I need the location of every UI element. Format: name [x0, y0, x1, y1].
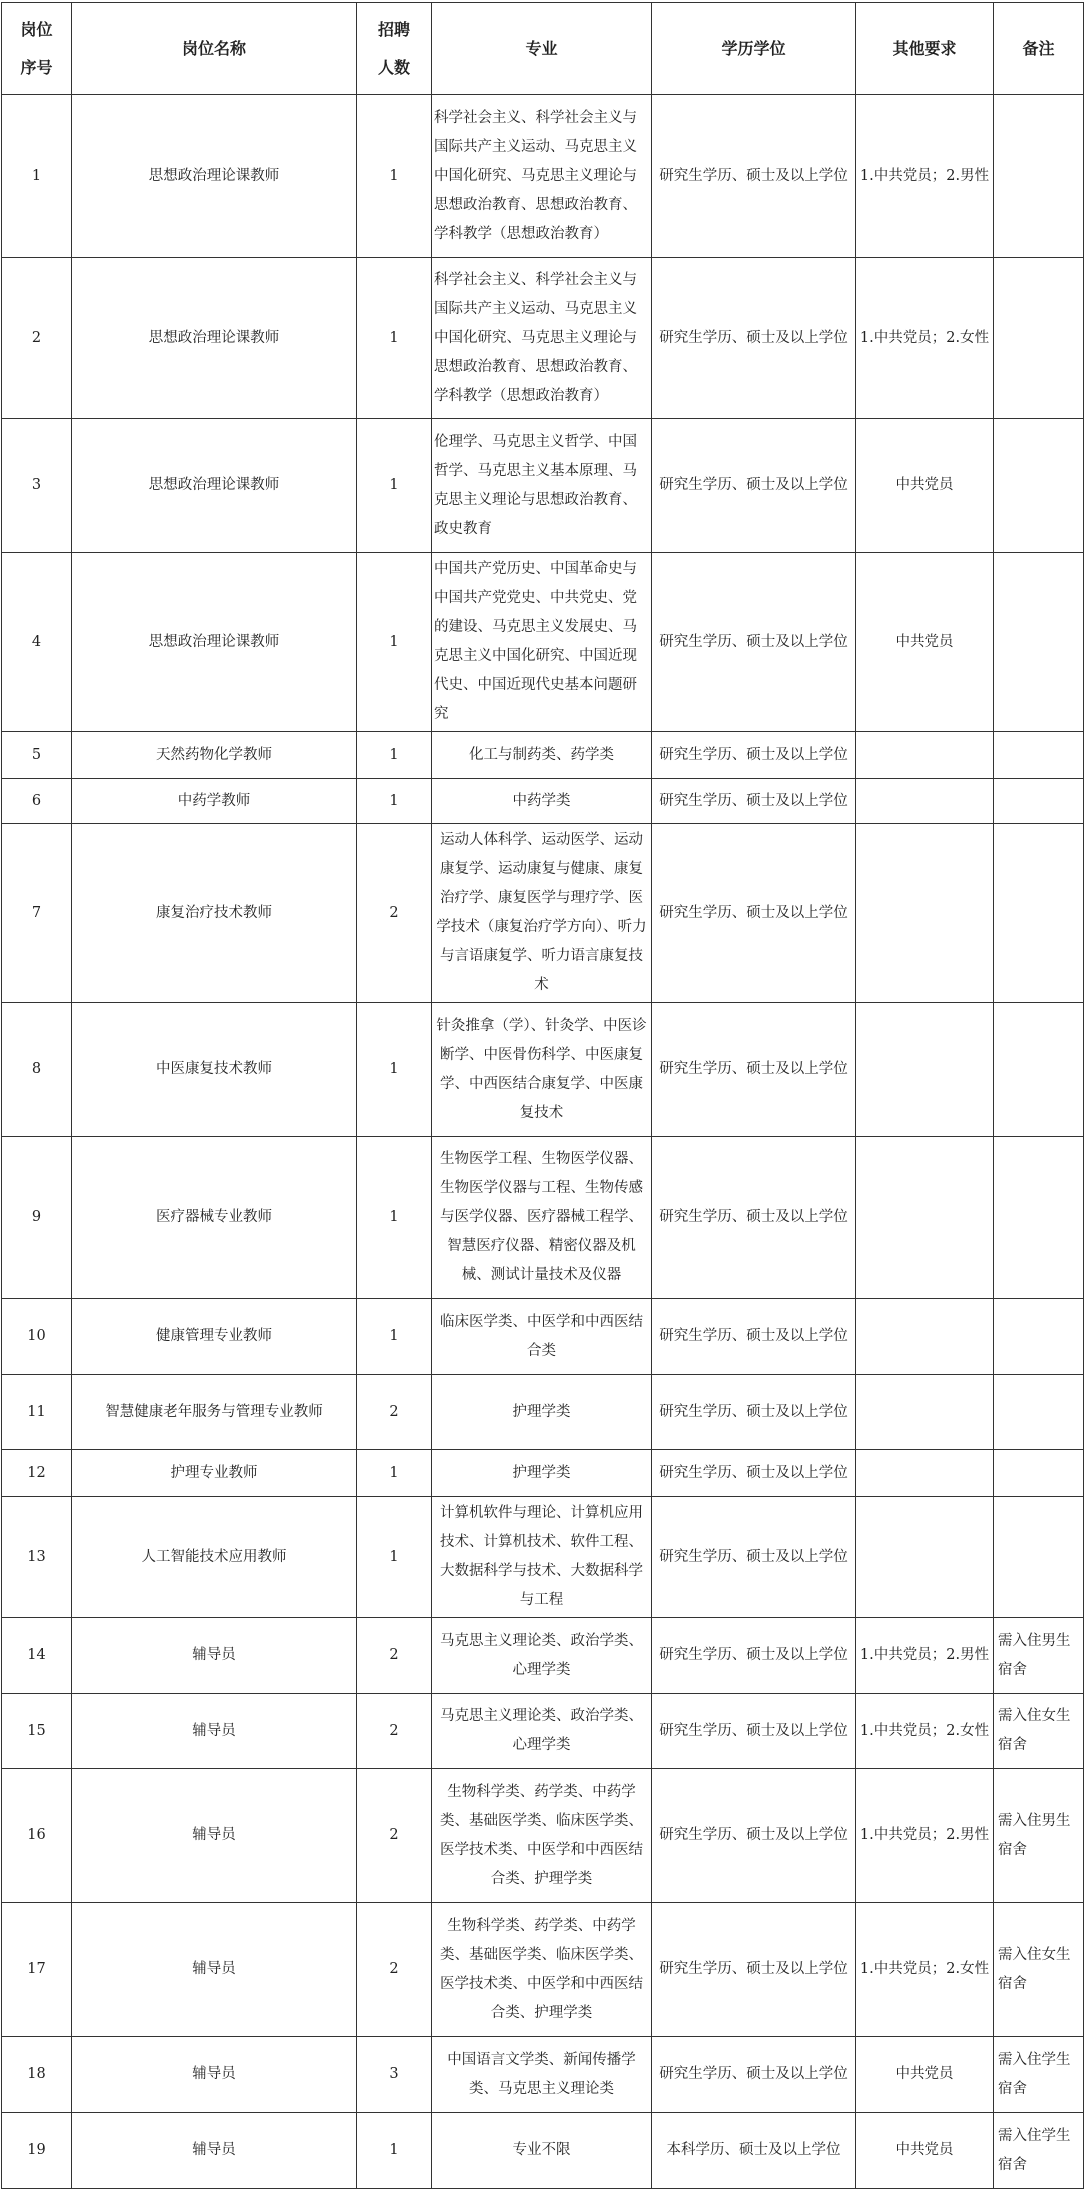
- cell-major: 科学社会主义、科学社会主义与国际共产主义运动、马克思主义中国化研究、马克思主义理论与思想政治教育、思想政治教育、学科教学（思想政治教育）: [432, 95, 652, 258]
- cell-degree: 研究生学历、硕士及以上学位: [652, 419, 856, 553]
- table-row: [2, 258, 1084, 419]
- cell-seq: 11: [2, 1375, 72, 1450]
- cell-seq: 10: [2, 1299, 72, 1375]
- cell-name: 辅导员: [72, 2037, 357, 2113]
- cell-count: 1: [357, 258, 432, 419]
- header-degree: 学历学位: [652, 3, 856, 95]
- cell-name: 思想政治理论课教师: [72, 553, 357, 732]
- cell-degree: 本科学历、硕士及以上学位: [652, 2113, 856, 2189]
- cell-other: 1.中共党员；2.女性: [856, 1903, 994, 2037]
- cell-seq: 12: [2, 1450, 72, 1497]
- cell-major: 计算机软件与理论、计算机应用技术、计算机技术、软件工程、大数据科学与技术、大数据科学与工程: [432, 1497, 652, 1618]
- cell-note: 需入住女生宿舍: [994, 1903, 1084, 2037]
- cell-name: 人工智能技术应用教师: [72, 1497, 357, 1618]
- cell-note: [994, 824, 1084, 1003]
- cell-degree: 研究生学历、硕士及以上学位: [652, 1137, 856, 1299]
- cell-other: [856, 824, 994, 1003]
- cell-note: 需入住学生宿舍: [994, 2037, 1084, 2113]
- cell-other: 中共党员: [856, 2113, 994, 2189]
- cell-name: 辅导员: [72, 1903, 357, 2037]
- cell-seq: 17: [2, 1903, 72, 2037]
- cell-major: 护理学类: [432, 1450, 652, 1497]
- header-name: 岗位名称: [72, 3, 357, 95]
- cell-seq: 9: [2, 1137, 72, 1299]
- cell-other: [856, 1450, 994, 1497]
- cell-degree: 研究生学历、硕士及以上学位: [652, 1618, 856, 1694]
- cell-note: 需入住学生宿舍: [994, 2113, 1084, 2189]
- table-row: [2, 1375, 1084, 1450]
- cell-other: [856, 732, 994, 779]
- cell-seq: 2: [2, 258, 72, 419]
- cell-seq: 1: [2, 95, 72, 258]
- table-row: [2, 1694, 1084, 1769]
- table-row: [2, 1450, 1084, 1497]
- cell-count: 2: [357, 1375, 432, 1450]
- cell-degree: 研究生学历、硕士及以上学位: [652, 1903, 856, 2037]
- cell-seq: 19: [2, 2113, 72, 2189]
- cell-degree: 研究生学历、硕士及以上学位: [652, 2037, 856, 2113]
- cell-major: 马克思主义理论类、政治学类、心理学类: [432, 1694, 652, 1769]
- cell-seq: 4: [2, 553, 72, 732]
- cell-note: [994, 1375, 1084, 1450]
- cell-seq: 6: [2, 779, 72, 824]
- table-body: [2, 95, 1084, 2189]
- cell-note: [994, 779, 1084, 824]
- cell-name: 中药学教师: [72, 779, 357, 824]
- cell-note: [994, 732, 1084, 779]
- cell-major: 专业不限: [432, 2113, 652, 2189]
- cell-degree: 研究生学历、硕士及以上学位: [652, 1497, 856, 1618]
- cell-major: 中国共产党历史、中国革命史与中国共产党党史、中共党史、党的建设、马克思主义发展史、马 克思主义中国化研究、中国近现代史、中国近现代史基本问题研究: [432, 553, 652, 732]
- cell-count: 1: [357, 779, 432, 824]
- cell-note: [994, 1450, 1084, 1497]
- table-row: [2, 2113, 1084, 2189]
- cell-degree: 研究生学历、硕士及以上学位: [652, 732, 856, 779]
- cell-name: 辅导员: [72, 1694, 357, 1769]
- cell-seq: 7: [2, 824, 72, 1003]
- cell-name: 健康管理专业教师: [72, 1299, 357, 1375]
- cell-name: 康复治疗技术教师: [72, 824, 357, 1003]
- cell-major: 科学社会主义、科学社会主义与国际共产主义运动、马克思主义中国化研究、马克思主义理论与思想政治教育、思想政治教育、学科教学（思想政治教育）: [432, 258, 652, 419]
- cell-major: 生物医学工程、生物医学仪器、生物医学仪器与工程、生物传感与医学仪器、医疗器械工程学、智慧医疗仪器、精密仪器及机械、测试计量技术及仪器: [432, 1137, 652, 1299]
- cell-count: 1: [357, 419, 432, 553]
- cell-note: [994, 1299, 1084, 1375]
- cell-count: 1: [357, 1450, 432, 1497]
- cell-other: 1.中共党员；2.女性: [856, 258, 994, 419]
- cell-note: [994, 1497, 1084, 1618]
- cell-major: 生物科学类、药学类、中药学类、基础医学类、临床医学类、医学技术类、中医学和中西医结合类、护理学类: [432, 1903, 652, 2037]
- table-row: [2, 1618, 1084, 1694]
- cell-seq: 15: [2, 1694, 72, 1769]
- cell-note: [994, 258, 1084, 419]
- header-major: 专业: [432, 3, 652, 95]
- table-header: [2, 3, 1084, 95]
- cell-other: [856, 1497, 994, 1618]
- cell-name: 思想政治理论课教师: [72, 95, 357, 258]
- cell-degree: 研究生学历、硕士及以上学位: [652, 95, 856, 258]
- cell-count: 1: [357, 1137, 432, 1299]
- cell-count: 1: [357, 553, 432, 732]
- cell-major: 临床医学类、中医学和中西医结合类: [432, 1299, 652, 1375]
- table-row: [2, 1299, 1084, 1375]
- cell-name: 思想政治理论课教师: [72, 419, 357, 553]
- cell-seq: 16: [2, 1769, 72, 1903]
- cell-other: 中共党员: [856, 2037, 994, 2113]
- cell-major: 生物科学类、药学类、中药学类、基础医学类、临床医学类、医学技术类、中医学和中西医结合类、护理学类: [432, 1769, 652, 1903]
- cell-other: [856, 1137, 994, 1299]
- cell-count: 1: [357, 95, 432, 258]
- cell-name: 天然药物化学教师: [72, 732, 357, 779]
- cell-other: [856, 779, 994, 824]
- cell-note: [994, 95, 1084, 258]
- cell-major: 护理学类: [432, 1375, 652, 1450]
- cell-degree: 研究生学历、硕士及以上学位: [652, 1003, 856, 1137]
- cell-seq: 18: [2, 2037, 72, 2113]
- cell-note: 需入住男生宿舍: [994, 1618, 1084, 1694]
- cell-degree: 研究生学历、硕士及以上学位: [652, 779, 856, 824]
- cell-other: [856, 1003, 994, 1137]
- cell-name: 医疗器械专业教师: [72, 1137, 357, 1299]
- cell-name: 辅导员: [72, 1618, 357, 1694]
- cell-other: 1.中共党员；2.女性: [856, 1694, 994, 1769]
- cell-name: 辅导员: [72, 1769, 357, 1903]
- cell-other: 1.中共党员；2.男性: [856, 1769, 994, 1903]
- header-note: 备注: [994, 3, 1084, 95]
- cell-note: [994, 1137, 1084, 1299]
- header-other: 其他要求: [856, 3, 994, 95]
- cell-seq: 8: [2, 1003, 72, 1137]
- table-row: [2, 553, 1084, 732]
- table-row: [2, 1003, 1084, 1137]
- cell-seq: 5: [2, 732, 72, 779]
- table-row: [2, 1497, 1084, 1618]
- cell-major: 化工与制药类、药学类: [432, 732, 652, 779]
- table-row: [2, 824, 1084, 1003]
- cell-name: 智慧健康老年服务与管理专业教师: [72, 1375, 357, 1450]
- table-row: [2, 1137, 1084, 1299]
- cell-degree: 研究生学历、硕士及以上学位: [652, 1769, 856, 1903]
- cell-major: 中国语言文学类、新闻传播学类、马克思主义理论类: [432, 2037, 652, 2113]
- table-row: [2, 419, 1084, 553]
- cell-major: 运动人体科学、运动医学、运动康复学、运动康复与健康、康复治疗学、康复医学与理疗学、医学技术（康复治疗学方向）、听力与言语康复学、听力语言康复技术: [432, 824, 652, 1003]
- cell-seq: 13: [2, 1497, 72, 1618]
- recruitment-table: [1, 2, 1084, 2189]
- cell-degree: 研究生学历、硕士及以上学位: [652, 553, 856, 732]
- cell-count: 2: [357, 1618, 432, 1694]
- cell-other: [856, 1375, 994, 1450]
- cell-note: 需入住女生宿舍: [994, 1694, 1084, 1769]
- cell-count: 1: [357, 2113, 432, 2189]
- table-row: [2, 779, 1084, 824]
- cell-major: 针灸推拿（学）、针灸学、中医诊断学、中医骨伤科学、中医康复学、中西医结合康复学、中医康复技术: [432, 1003, 652, 1137]
- cell-other: 1.中共党员；2.男性: [856, 95, 994, 258]
- cell-degree: 研究生学历、硕士及以上学位: [652, 258, 856, 419]
- cell-major: 中药学类: [432, 779, 652, 824]
- cell-count: 2: [357, 1769, 432, 1903]
- cell-note: [994, 553, 1084, 732]
- header-count: 招聘 人数: [357, 3, 432, 95]
- cell-name: 中医康复技术教师: [72, 1003, 357, 1137]
- cell-degree: 研究生学历、硕士及以上学位: [652, 1450, 856, 1497]
- cell-note: 需入住男生宿舍: [994, 1769, 1084, 1903]
- cell-count: 2: [357, 824, 432, 1003]
- cell-major: 马克思主义理论类、政治学类、心理学类: [432, 1618, 652, 1694]
- header-seq: 岗位 序号: [2, 3, 72, 95]
- cell-other: 1.中共党员；2.男性: [856, 1618, 994, 1694]
- table-row: [2, 1769, 1084, 1903]
- table-row: [2, 732, 1084, 779]
- cell-count: 1: [357, 732, 432, 779]
- cell-count: 2: [357, 1903, 432, 2037]
- cell-count: 2: [357, 1694, 432, 1769]
- cell-major: 伦理学、马克思主义哲学、中国哲学、马克思主义基本原理、马克思主义理论与思想政治教育、政史教育: [432, 419, 652, 553]
- cell-other: 中共党员: [856, 553, 994, 732]
- cell-count: 1: [357, 1299, 432, 1375]
- cell-seq: 14: [2, 1618, 72, 1694]
- cell-degree: 研究生学历、硕士及以上学位: [652, 824, 856, 1003]
- cell-name: 护理专业教师: [72, 1450, 357, 1497]
- table-row: [2, 1903, 1084, 2037]
- cell-name: 思想政治理论课教师: [72, 258, 357, 419]
- cell-seq: 3: [2, 419, 72, 553]
- cell-degree: 研究生学历、硕士及以上学位: [652, 1299, 856, 1375]
- table-row: [2, 95, 1084, 258]
- table-row: [2, 2037, 1084, 2113]
- cell-count: 3: [357, 2037, 432, 2113]
- cell-note: [994, 1003, 1084, 1137]
- cell-other: 中共党员: [856, 419, 994, 553]
- cell-count: 1: [357, 1003, 432, 1137]
- cell-note: [994, 419, 1084, 553]
- cell-count: 1: [357, 1497, 432, 1618]
- cell-other: [856, 1299, 994, 1375]
- cell-degree: 研究生学历、硕士及以上学位: [652, 1375, 856, 1450]
- cell-degree: 研究生学历、硕士及以上学位: [652, 1694, 856, 1769]
- cell-name: 辅导员: [72, 2113, 357, 2189]
